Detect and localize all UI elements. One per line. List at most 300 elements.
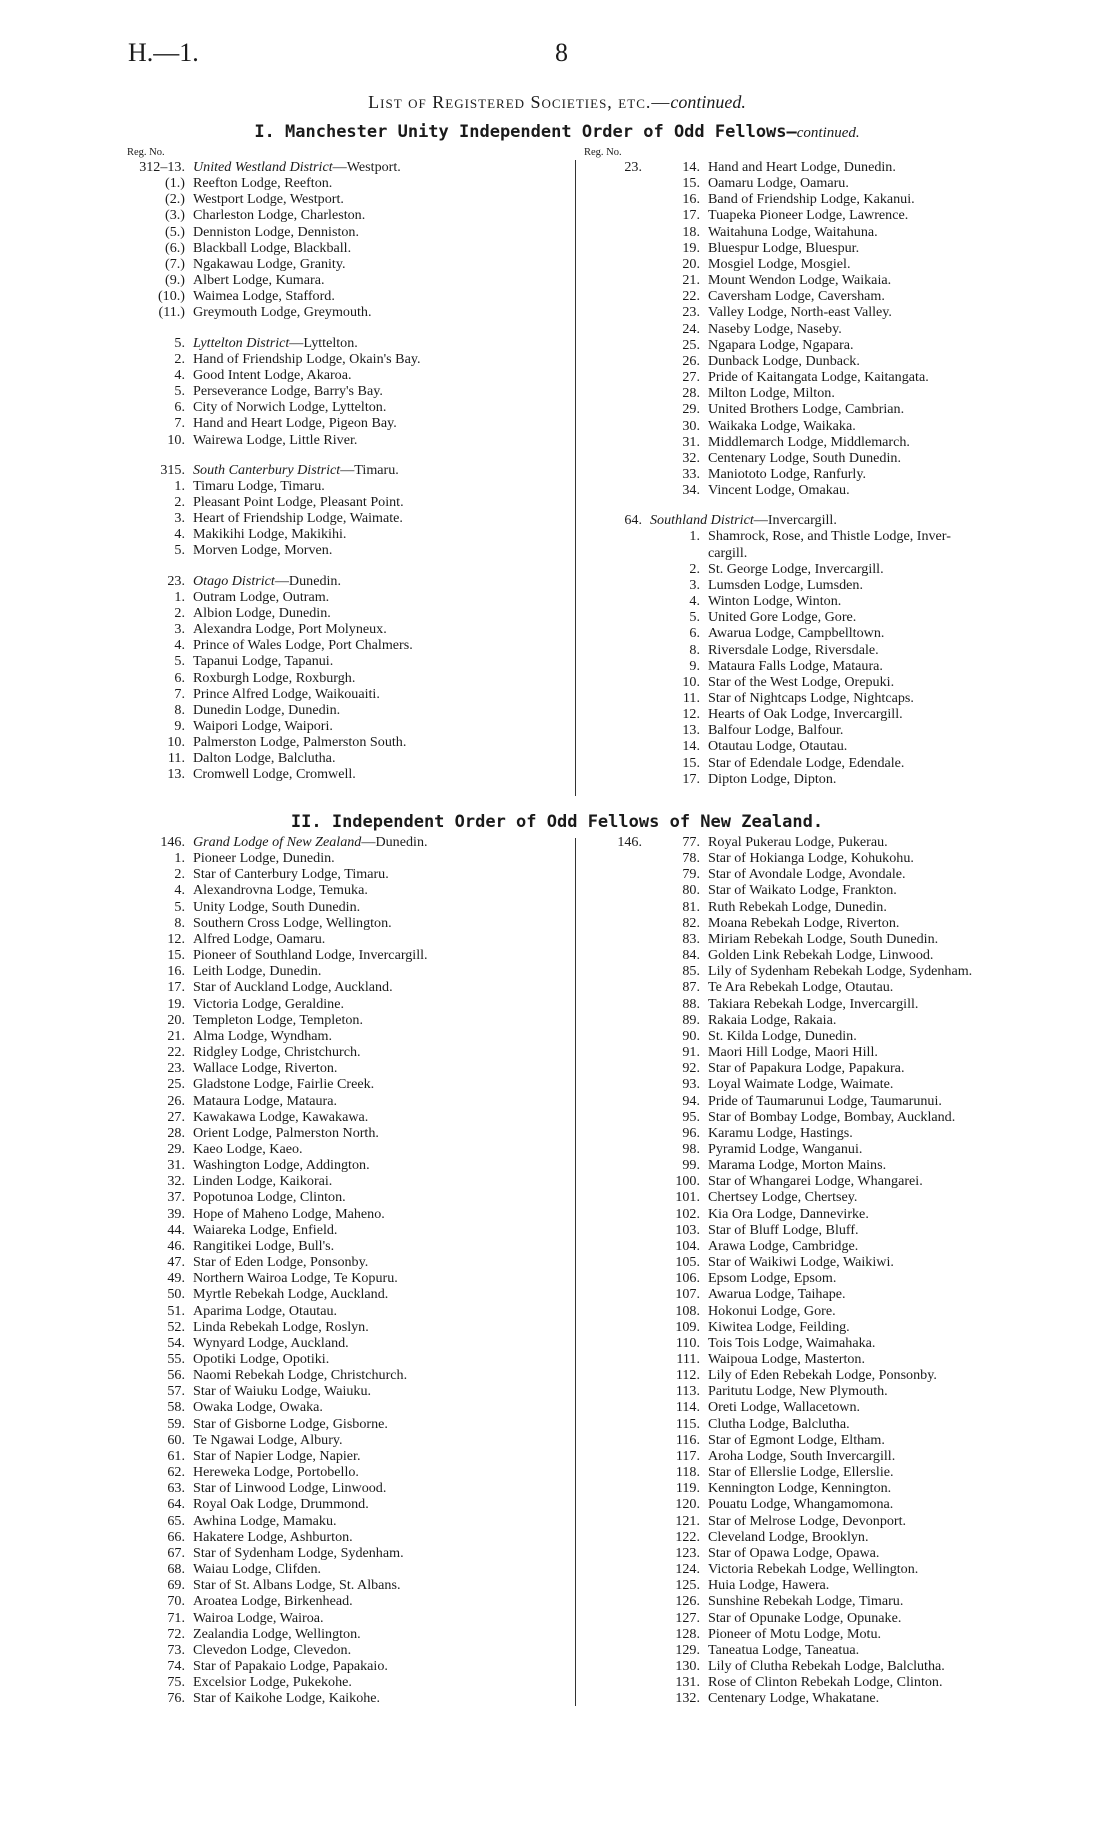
column-divider [575,838,576,1706]
lodge-entry [584,175,1014,191]
lodge-number [642,545,700,561]
lodge-entry [584,159,1014,175]
lodge-name: Myrtle Rebekah Lodge, Auckland. [193,1286,389,1303]
reg-number: 64. [624,512,642,529]
lodge-name: Star of Kaikohe Lodge, Kaikohe. [193,1690,381,1707]
reg-number: 58. [167,1399,185,1416]
lodge-number: 113. [675,1383,700,1400]
lodge-name: Alexandrovna Lodge, Temuka. [193,882,368,899]
reg-number: 44. [167,1221,185,1238]
lodge-number: 30. [682,417,700,434]
lodge-entry [127,191,567,207]
lodge-name: Ngakawau Lodge, Granity. [193,255,346,272]
district-place: Dunedin. [288,572,341,589]
lodge-name: Pouatu Lodge, Whangamomona. [708,1496,894,1513]
lodge-entry [127,399,567,415]
reg-number: 1. [174,588,185,605]
lodge-name: Mataura Lodge, Mataura. [193,1092,338,1109]
reg-number [584,207,642,223]
lodge-name: Pride of Kaitangata Lodge, Kaitangata. [708,369,929,386]
lodge-entry [127,1642,567,1658]
lodge-entry [127,1125,567,1141]
lodge-name: Centenary Lodge, South Dunedin. [708,449,901,466]
lodge-name: Star of Edendale Lodge, Edendale. [708,754,905,771]
lodge-number: 122. [675,1528,700,1545]
lodge-name: Northern Wairoa Lodge, Te Kopuru. [193,1270,398,1287]
lodge-name: Outram Lodge, Outram. [193,588,330,605]
district-name [185,573,341,589]
reg-number [584,545,642,561]
lodge-entry [584,690,1014,706]
reg-number: 75. [167,1674,185,1691]
reg-number: 46. [167,1237,185,1254]
lodge-entry [127,637,567,653]
reg-number: 23. [624,159,642,175]
reg-number [584,304,642,320]
lodge-name: Hokonui Lodge, Gore. [708,1302,836,1319]
lodge-number: 102. [675,1205,700,1222]
lodge-name: Tapanui Lodge, Tapanui. [193,653,334,670]
district-heading [127,159,567,175]
reg-number [584,996,642,1012]
spacer [127,559,567,573]
lodge-name: Aparima Lodge, Otautau. [193,1302,338,1319]
lodge-number: 14. [682,159,700,175]
reg-number [584,272,642,288]
lodge-number: 94. [682,1092,700,1109]
lodge-name: Prince of Wales Lodge, Port Chalmers. [193,637,413,654]
reg-number [584,658,642,674]
lodge-entry [127,931,567,947]
reg-number: (7.) [165,255,185,272]
lodge-number: 80. [682,882,700,899]
lodge-name: Te Ara Rebekah Lodge, Otautau. [708,979,894,996]
lodge-entry [584,866,1014,882]
reg-number [584,931,642,947]
lodge-number: 126. [675,1593,700,1610]
lodge-entry [584,1513,1014,1529]
reg-number [584,1286,642,1302]
lodge-entry [584,1383,1014,1399]
lodge-number: 104. [675,1237,700,1254]
lodge-name: St. Kilda Lodge, Dunedin. [708,1027,857,1044]
reg-number [584,1254,642,1270]
lodge-entry [127,866,567,882]
lodge-number: 31. [682,433,700,450]
reg-number: 55. [167,1351,185,1367]
lodge-entry [127,1513,567,1529]
lodge-name: Rangitikei Lodge, Bull's. [193,1237,335,1254]
lodge-number: 129. [675,1641,700,1658]
reg-number: 6. [174,669,185,686]
reg-number: 3. [174,621,185,638]
lodge-entry [584,450,1014,466]
lodge-number: 107. [675,1286,700,1303]
lodge-name: Cleveland Lodge, Brooklyn. [708,1528,869,1545]
lodge-name: Hakatere Lodge, Ashburton. [193,1528,353,1545]
lodge-name: Pioneer of Southland Lodge, Invercargill. [193,947,428,964]
reg-number: 25. [167,1076,185,1093]
lodge-entry [584,771,1014,787]
lodge-entry [127,1157,567,1173]
spacer [584,498,1014,512]
lodge-number: 11. [682,690,700,706]
lodge-name: Tois Tois Lodge, Waimahaka. [708,1334,876,1351]
district-name [185,834,428,850]
lodge-name: Star of Auckland Lodge, Auckland. [193,979,393,996]
district-title: Lyttelton District [193,334,290,351]
lodge-entry [127,1012,567,1028]
lodge-name: Dipton Lodge, Dipton. [708,770,837,787]
lodge-entry [127,750,567,766]
reg-number [584,771,642,787]
reg-number: 21. [167,1027,185,1044]
district-title: United Westland District [193,159,333,175]
lodge-entry [127,1674,567,1690]
reg-number [584,434,642,450]
reg-number: 29. [167,1140,185,1157]
reg-number [584,577,642,593]
lodge-name: Royal Oak Lodge, Drummond. [193,1496,369,1513]
reg-number: 52. [167,1318,185,1335]
lodge-entry [127,718,567,734]
reg-number: 20. [167,1011,185,1028]
lodge-entry [127,207,567,223]
lodge-number: 18. [682,223,700,240]
lodge-name: Ruth Rebekah Lodge, Dunedin. [708,898,887,915]
reg-number: 8. [174,914,185,931]
lodge-name: Waitahuna Lodge, Waitahuna. [708,223,878,240]
district-place: Timaru. [354,461,399,478]
lodge-name: Waiau Lodge, Clifden. [193,1561,322,1578]
lodge-entry [127,653,567,669]
reg-number [584,1496,642,1512]
lodge-entry [584,561,1014,577]
reg-number [584,706,642,722]
reg-number: 6. [174,399,185,416]
reg-number [584,1416,642,1432]
reg-number: 5. [174,334,185,351]
lodge-number: 112. [675,1367,700,1384]
lodge-entry [584,1157,1014,1173]
reg-number [584,191,642,207]
reg-number [584,528,642,544]
district-title: Southland District [650,512,754,529]
lodge-name: Star of Ellerslie Lodge, Ellerslie. [708,1464,894,1481]
lodge-entry [127,256,567,272]
lodge-name: Aroatea Lodge, Birkenhead. [193,1593,353,1610]
lodge-number: 79. [682,866,700,883]
lodge-entry [584,240,1014,256]
lodge-name: Mount Wendon Lodge, Waikaia. [708,272,892,289]
lodge-number: 119. [675,1480,700,1497]
lodge-entry [127,542,567,558]
lodge-name: Waikaka Lodge, Waikaka. [708,417,856,434]
lodge-entry [127,1093,567,1109]
lodge-name: Oamaru Lodge, Oamaru. [708,175,849,192]
reg-number [584,1674,642,1690]
reg-number [584,466,642,482]
lodge-name: Clutha Lodge, Balclutha. [708,1415,850,1432]
reg-number [584,1222,642,1238]
lodge-entry [584,593,1014,609]
lodge-entry [127,1351,567,1367]
lodge-number: 27. [682,369,700,386]
reg-number: 57. [167,1383,185,1400]
lodge-entry [127,979,567,995]
lodge-entry [584,1399,1014,1415]
lodge-number: 13. [682,722,700,739]
lodge-entry [584,1674,1014,1690]
lodge-name: Hand and Heart Lodge, Dunedin. [708,159,896,175]
lodge-name: Washington Lodge, Addington. [193,1157,370,1174]
page-number: 8 [555,38,568,67]
lodge-name: Naomi Rebekah Lodge, Christchurch. [193,1367,408,1384]
lodge-number: 85. [682,963,700,980]
lodge-entry [127,947,567,963]
reg-number: (3.) [165,207,185,224]
lodge-entry [584,1658,1014,1674]
reg-number [584,1642,642,1658]
lodge-name: Star of Canterbury Lodge, Timaru. [193,866,389,883]
reg-number: 16. [167,963,185,980]
lodge-name: Takiara Rebekah Lodge, Invercargill. [708,995,919,1012]
lodge-number: 121. [675,1512,700,1529]
reg-number: 37. [167,1189,185,1206]
lodge-name: Star of Nightcaps Lodge, Nightcaps. [708,690,914,706]
reg-number [584,1367,642,1383]
lodge-name: Opotiki Lodge, Opotiki. [193,1351,330,1367]
reg-number: 4. [174,637,185,654]
reg-number: 50. [167,1286,185,1303]
reg-number [584,899,642,915]
lodge-entry [584,369,1014,385]
lodge-name: Dalton Lodge, Balclutha. [193,750,336,767]
lodge-entry [584,1125,1014,1141]
reg-number: 9. [174,718,185,734]
lodge-entry [584,755,1014,771]
lodge-name: Star of Opawa Lodge, Opawa. [708,1544,880,1561]
lodge-name: Rakaia Lodge, Rakaia. [708,1011,837,1028]
lodge-entry [584,1093,1014,1109]
lodge-name: Victoria Rebekah Lodge, Wellington. [708,1561,919,1578]
lodge-entry [127,1076,567,1092]
lodge-entry [127,1399,567,1415]
reg-number: 51. [167,1302,185,1319]
lodge-entry [127,478,567,494]
dash: — [753,512,768,529]
lodge-name: Balfour Lodge, Balfour. [708,722,844,739]
reg-number [584,674,642,690]
lodge-entry [584,1496,1014,1512]
lodge-entry [584,466,1014,482]
lodge-number: 114. [675,1399,700,1416]
section-2-right-column [584,834,1014,1706]
dash: — [361,834,376,850]
reg-number: 312–13. [139,159,185,175]
lodge-number: 16. [682,191,700,208]
reg-number: 49. [167,1270,185,1287]
lodge-name: Albert Lodge, Kumara. [193,272,325,289]
district-name [185,159,401,175]
reg-number: 74. [167,1657,185,1674]
lodge-name: Aroha Lodge, South Invercargill. [708,1447,896,1464]
lodge-name: Royal Pukerau Lodge, Pukerau. [708,834,888,850]
lodge-number: 117. [675,1447,700,1464]
lodge-name: Mosgiel Lodge, Mosgiel. [708,255,851,272]
reg-number [584,1610,642,1626]
lodge-entry [584,1529,1014,1545]
lodge-name: Moana Rebekah Lodge, Riverton. [708,914,900,931]
reg-number: 68. [167,1561,185,1578]
reg-number: 146. [617,834,642,850]
lodge-name: Westport Lodge, Westport. [193,191,344,208]
reg-number: 11. [167,750,185,767]
lodge-entry [127,1060,567,1076]
reg-number [584,1690,642,1706]
lodge-entry [584,1642,1014,1658]
lodge-entry [127,1222,567,1238]
lodge-entry [127,510,567,526]
lodge-name: Riversdale Lodge, Riversdale. [708,641,879,658]
reg-number: 66. [167,1528,185,1545]
lodge-entry [127,1432,567,1448]
spacer [127,448,567,462]
reg-number [584,1173,642,1189]
lodge-name: Pioneer Lodge, Dunedin. [193,850,335,867]
lodge-entry [584,915,1014,931]
lodge-number: 84. [682,947,700,964]
lodge-number: 124. [675,1561,700,1578]
lodge-entry [584,1464,1014,1480]
lodge-name: Star of the West Lodge, Orepuki. [708,673,895,690]
reg-number: 4. [174,526,185,543]
lodge-entry [584,353,1014,369]
lodge-entry [127,589,567,605]
lodge-name: Star of St. Albans Lodge, St. Albans. [193,1577,401,1594]
lodge-entry [584,625,1014,641]
lodge-entry [584,1367,1014,1383]
reg-number: 315. [160,461,185,478]
lodge-entry [584,224,1014,240]
reg-number [584,256,642,272]
lodge-number: 98. [682,1140,700,1157]
lodge-number: 99. [682,1157,700,1174]
reg-number: 8. [174,701,185,718]
lodge-entry [584,1690,1014,1706]
reg-number: 62. [167,1464,185,1481]
lodge-number: 87. [682,979,700,996]
reg-number [584,288,642,304]
lodge-entry [127,1044,567,1060]
reg-number [584,642,642,658]
lodge-entry [127,1658,567,1674]
lodge-entry [127,734,567,750]
reg-number: 10. [167,734,185,751]
lodge-name: Pioneer of Motu Lodge, Motu. [708,1625,882,1642]
lodge-name: Milton Lodge, Milton. [708,385,835,402]
lodge-name: Awarua Lodge, Taihape. [708,1286,846,1303]
reg-number: 39. [167,1205,185,1222]
reg-number: 10. [167,431,185,448]
reg-number [584,385,642,401]
reg-number: (1.) [165,175,185,192]
lodge-entry [127,1480,567,1496]
lodge-name: Southern Cross Lodge, Wellington. [193,914,392,931]
lodge-number: 131. [675,1674,700,1691]
reg-number [584,1399,642,1415]
reg-number: 15. [167,947,185,964]
lodge-entry [584,528,1014,544]
lodge-name: Cromwell Lodge, Cromwell. [193,766,356,783]
lodge-entry [584,1109,1014,1125]
lodge-entry [127,1173,567,1189]
lodge-entry [584,1416,1014,1432]
reg-number: 5. [174,383,185,400]
reg-number: 61. [167,1447,185,1464]
lodge-name: Blackball Lodge, Blackball. [193,239,352,256]
dash: — [274,572,289,589]
lodge-name: Kawakawa Lodge, Kawakawa. [193,1108,369,1125]
lodge-entry [127,702,567,718]
district-place: Dunedin. [375,834,428,850]
lodge-entry [584,738,1014,754]
lodge-entry [127,1254,567,1270]
lodge-name: Star of Napier Lodge, Napier. [193,1447,361,1464]
reg-number [584,1060,642,1076]
lodge-name: Prince Alfred Lodge, Waikouaiti. [193,685,380,702]
lodge-entry [127,304,567,320]
reg-number: 5. [174,542,185,559]
lodge-entry [127,963,567,979]
lodge-entry [584,1028,1014,1044]
lodge-number: 111. [676,1351,700,1367]
lodge-number: 123. [675,1544,700,1561]
lodge-name: Charleston Lodge, Charleston. [193,207,366,224]
reg-number [584,450,642,466]
reg-number: (9.) [165,272,185,289]
lodge-name: Popotunoa Lodge, Clinton. [193,1189,346,1206]
reg-number: 23. [167,1060,185,1077]
lodge-entry [584,979,1014,995]
reg-number: 19. [167,995,185,1012]
lodge-entry [584,1593,1014,1609]
reg-number: 1. [174,477,185,494]
lodge-entry [584,401,1014,417]
lodge-number: 6. [689,625,700,642]
lodge-name: Pride of Taumarunui Lodge, Taumarunui. [708,1092,942,1109]
lodge-entry [127,1561,567,1577]
reg-number: 56. [167,1367,185,1384]
lodge-number: 89. [682,1011,700,1028]
lodge-name: Leith Lodge, Dunedin. [193,963,322,980]
lodge-entry [584,642,1014,658]
reg-number [584,1270,642,1286]
lodge-number: 21. [682,272,700,289]
lodge-name: United Gore Lodge, Gore. [708,609,857,626]
lodge-name: Tuapeka Pioneer Lodge, Lawrence. [708,207,909,224]
lodge-entry [127,1303,567,1319]
lodge-entry [127,1286,567,1302]
lodge-name: Wynyard Lodge, Auckland. [193,1334,349,1351]
reg-number: 72. [167,1625,185,1642]
lodge-entry [584,482,1014,498]
lodge-name: Arawa Lodge, Cambridge. [708,1237,859,1254]
lodge-name: Marama Lodge, Morton Mains. [708,1157,887,1174]
lodge-name: Excelsior Lodge, Pukekohe. [193,1674,352,1691]
reg-number [584,1157,642,1173]
lodge-number: 78. [682,850,700,867]
